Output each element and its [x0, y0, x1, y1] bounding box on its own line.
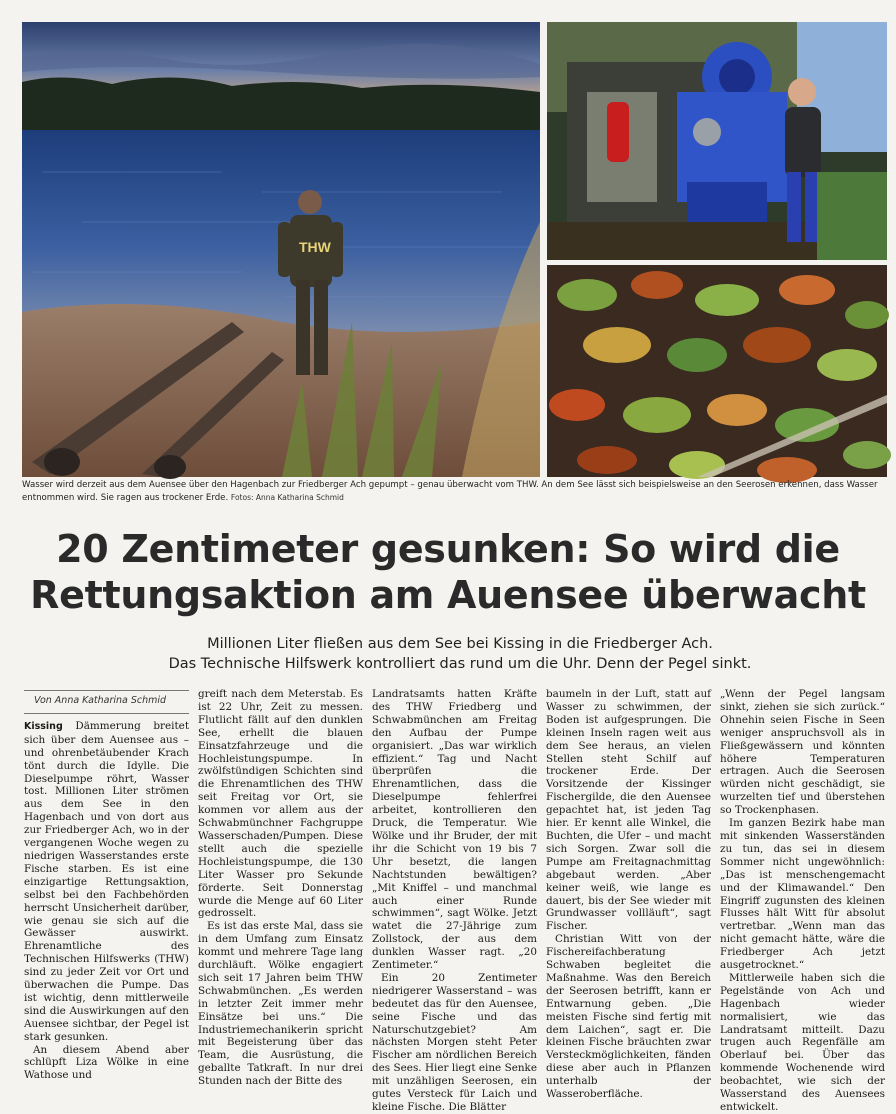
article-column-2 — [198, 688, 363, 1088]
article-paragraph: baumeln in der Luft, statt auf Wasser zu schwimmen, der Boden ist aufgesprungen. Die kleinen Inseln ragen weit aus dem See heraus, an vielen Stellen steht Schilf auf trockener Erde. Der Vorsitzende der Kissinger Fischergilde, die den Auensee gepachtet hat, ist jeden Tag hier. Er kennt alle Winkel, die Buchten, die Ufer – und macht sich Sorgen. Zwar soll die Pumpe am Freitagnachmittag abgebaut werden. „Aber keiner weiß, wie lange es dauert, bis der See wieder mit Grundwasser vollläuft“, sagt Fischer. — [546, 688, 711, 933]
article-paragraph: An diesem Abend aber schlüpft Liza Wölke in eine Wathose und — [24, 1043, 189, 1082]
photo-pump-operator — [547, 22, 887, 260]
article-paragraph: Christian Witt von der Fischereifachberatung Schwaben begleitet die Maßnahme. Was den Bereich der Seerosen betrifft, kann er Entwarnung geben. „Die meisten Fische sind fertig mit dem Laichen“, sagt er. Die kleinen Fische bräuchten zwar Versteckmöglichkeiten, fänden diese aber auch in Pflanzen unterhalb der Wasseroberfläche. — [546, 933, 711, 1101]
photo-credit: Fotos: Anna Katharina Schmid — [230, 492, 344, 502]
byline: Von Anna Katharina Schmid — [24, 690, 189, 714]
photo-thw-worker-lake — [22, 22, 540, 477]
article-paragraph-text: Dämmerung breitet sich über dem Auensee aus – und ohrenbetäubender Krach tönt durch die Idylle. Die Dieselpumpe röhrt, Wasser tost. Millionen Liter strömen aus dem See in den Hagenbach und von dort aus zur Friedberger Ach, wo in der vergangenen Woche wegen zu niedrigen Wasserstandes erste Fische starben. Es ist eine einzigartige Rettungsaktion, selbst bei den Fachbehörden herrscht Unsicherheit darüber, wie genau sie sich auf die Gewässer auswirkt. Ehrenamtliche des Technischen Hilfswerks (THW) sind zu jeder Zeit vor Ort und überwachen die Pumpe. Das ist wichtig, denn mittlerweile sind die Auswirkungen auf den Auensee sichtbar, der Pegel ist stark gesunken. — [24, 719, 189, 1043]
article-paragraph: Es ist das erste Mal, dass sie in dem Umfang zum Einsatz kommt und mehrere Tage lang durchläuft. Wölke engagiert sich seit 17 Jahren beim THW Schwabmünchen. „Es werden in letzter Zeit immer mehr Einsätze bei uns.“ Die Industriemechanikerin spricht mit Begeisterung über das Team, die Ausrüstung, die geballte Tatkraft. In nur drei Stunden nach der Bitte des — [198, 920, 363, 1088]
article-column-5 — [720, 688, 885, 1113]
article-body — [24, 688, 890, 1113]
article-column-4 — [546, 688, 711, 1101]
article-paragraph: „Wenn der Pegel langsam sinkt, ziehen sie sich zurück.“ Ohnehin seien Fische in Seen weniger anspruchsvoll als in Fließgewässern und könnten höhere Temperaturen ertragen. Auch die Seerosen würden nicht geschädigt, sie wurzelten tief und überstehen so Trockenphasen. — [720, 688, 885, 817]
headline — [20, 526, 876, 618]
headline-line-1: 20 Zentimeter gesunken: So wird die — [56, 527, 840, 571]
photo-water-lilies — [547, 265, 887, 477]
article-paragraph: Mittlerweile haben sich die Pegelstände von Ach und Hagenbach wieder normalisiert, wie das Landratsamt mitteilt. Dazu trugen auch Regenfälle am Oberlauf bei. Über das kommende Wochenende wird beobachtet, wie sich der Wasserstand des Auensees entwickelt. — [720, 971, 885, 1113]
subheadline — [60, 634, 860, 674]
subheadline-line-1: Millionen Liter fließen aus dem See bei Kissing in die Friedberger Ach. — [207, 636, 713, 652]
article-paragraph: greift nach dem Meterstab. Es ist 22 Uhr, Zeit zu messen. Flutlicht fällt auf den dunklen See, erhellt die blauen Einsatzfahrzeuge und die Hochleistungspumpe. In zwölfstündigen Schichten sind die Ehrenamtlichen des THW seit Freitag vor Ort, sie kommen vor allem aus der Schwabmünchner Fachgruppe Wasserschaden/Pumpen. Diese stellt auch die spezielle Hochleistungspumpe, die 130 Liter Wasser pro Sekunde förderte. Seit Donnerstag wurde die Menge auf 60 Liter gedrosselt. — [198, 688, 363, 920]
article-column-3 — [372, 688, 537, 1113]
pump-scene-image — [547, 22, 887, 260]
subheadline-line-2: Das Technische Hilfswerk kontrolliert das rund um die Uhr. Denn der Pegel sinkt. — [168, 656, 752, 672]
article-paragraph — [24, 720, 189, 1044]
article-paragraph: Im ganzen Bezirk habe man mit sinkenden Wasserständen zu tun, das sei in diesem Sommer nicht ungewöhnlich: „Das ist menschengemacht und der Klimawandel.“ Den Eingriff zugunsten des kleinen Flusses hält Witt für absolut vertretbar. „Wenn man das nicht gemacht hätte, wäre die Friedberger Ach jetzt ausgetrocknet.“ — [720, 817, 885, 972]
article-column-1 — [24, 688, 189, 1082]
caption-text: Wasser wird derzeit aus dem Auensee über den Hagenbach zur Friedberger Ach gepumpt – genau überwacht vom THW. An dem See lässt sich beispielsweise an den Seerosen erkennen, dass Wasser entnommen wird. Sie ragen aus trockener Erde. — [22, 480, 878, 503]
lake-scene-image — [22, 22, 540, 477]
headline-line-2: Rettungsaktion am Auensee überwacht — [30, 573, 866, 617]
dateline: Kissing — [24, 720, 63, 732]
vest-thw-label: THW — [299, 239, 331, 255]
photo-caption — [22, 480, 888, 504]
article-paragraph: Ein 20 Zentimeter niedrigerer Wasserstand – was bedeutet das für den Auensee, seine Fische und das Naturschutzgebiet? Am nächsten Morgen steht Peter Fischer am nördlichen Bereich des Sees. Hier liegt eine Senke mit unzähligen Seerosen, ein gutes Versteck für Laich und kleine Fische. Die Blätter — [372, 971, 537, 1113]
lily-scene-image — [547, 265, 887, 477]
article-paragraph: Landratsamts hatten Kräfte des THW Friedberg und Schwabmünchen am Freitag den Aufbau der Pumpe organisiert. „Das war wirklich effizient.“ Tag und Nacht überprüfen die Ehrenamtlichen, dass die Dieselpumpe fehlerfrei arbeitet, kontrollieren den Druck, die Temperatur. Wie Wölke und ihr Bruder, der mit ihr die Schicht von 19 bis 7 Uhr besetzt, die langen Nachtstunden bewältigen? „Mit Kniffel – und manchmal auch einer Runde schwimmen“, sagt Wölke. Jetzt watet die 27-Jährige zum Zollstock, der aus dem dunklen Wasser ragt. „20 Zentimeter.“ — [372, 688, 537, 972]
